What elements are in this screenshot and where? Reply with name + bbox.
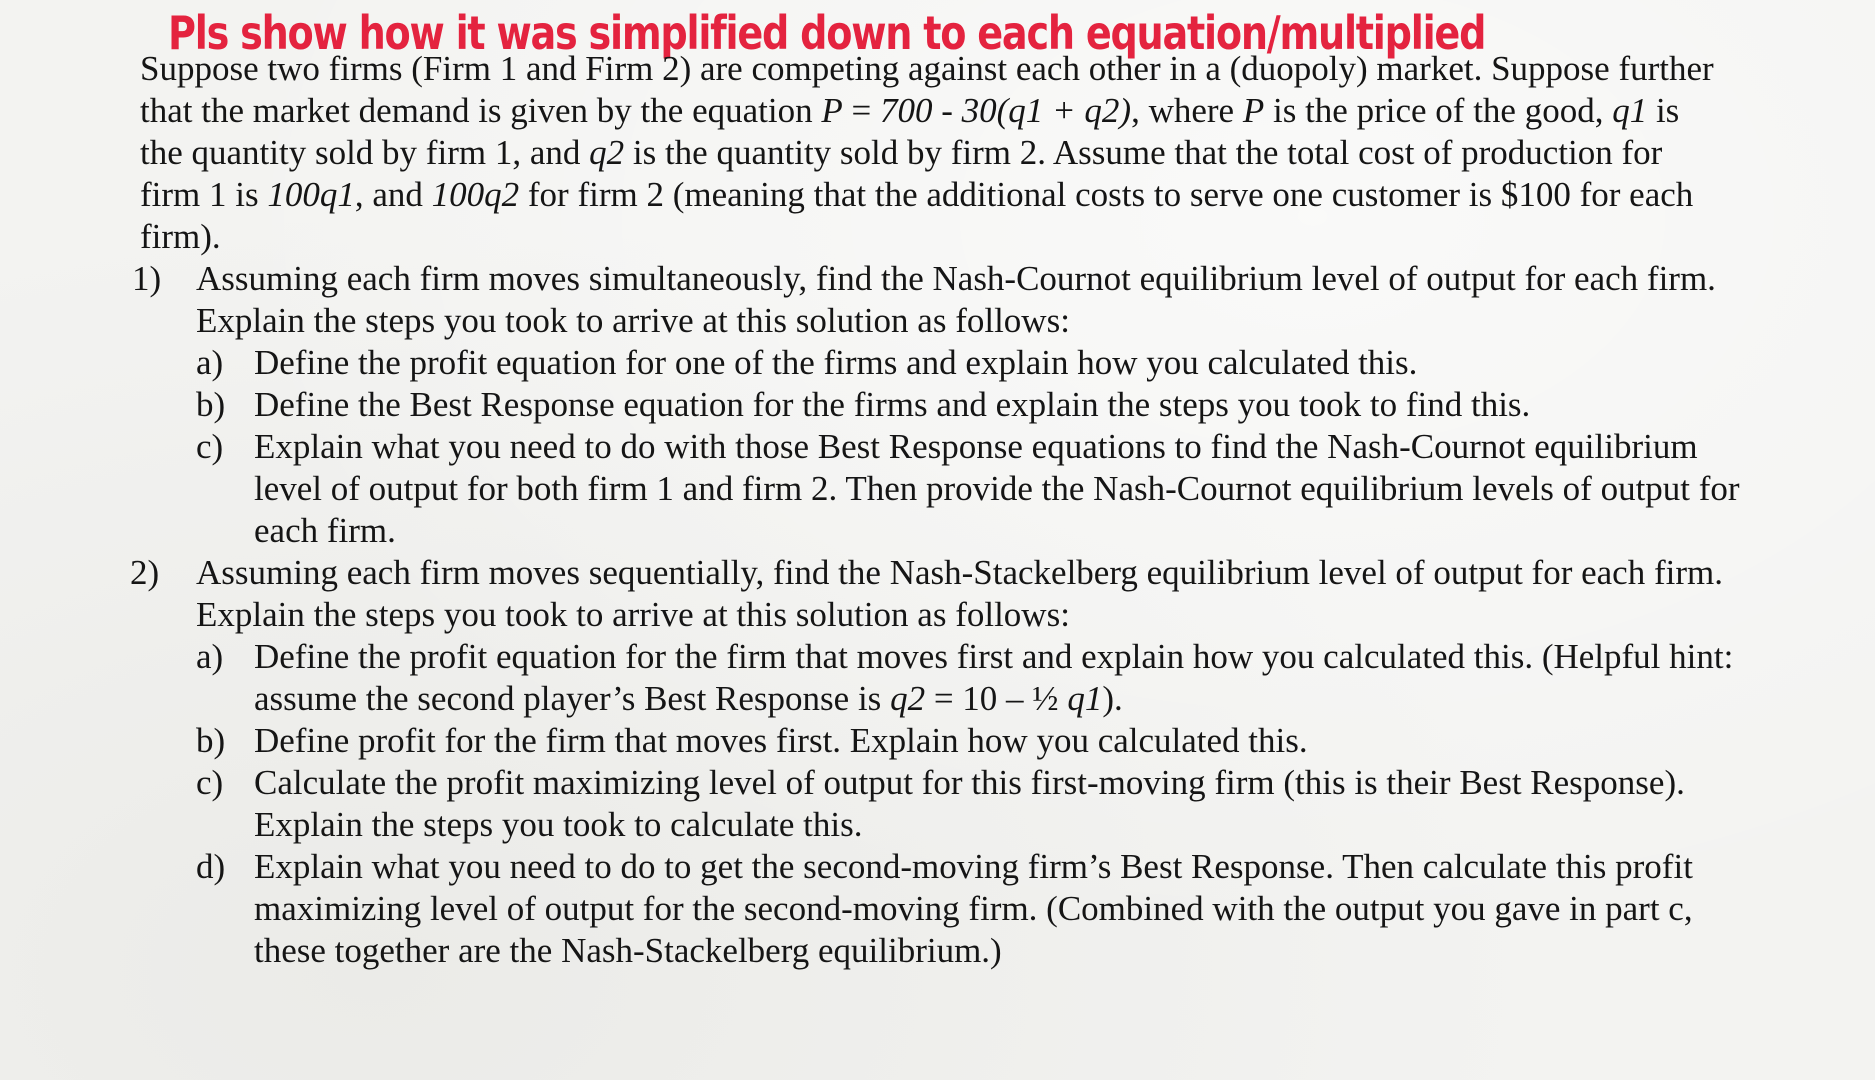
question-text: Assuming each firm moves sequentially, find the Nash-Stackelberg equilibrium level of output for each firm. Explain the steps you took to arrive at this solution as follows: <box>196 553 1723 634</box>
sub-question-2c <box>196 762 1740 846</box>
math-variable: q1 <box>1067 679 1103 718</box>
sub-question-1a <box>196 342 1740 384</box>
question-number: 1) <box>132 259 162 298</box>
math-variable: q2 <box>890 679 926 718</box>
sub-question-letter: c) <box>196 427 224 466</box>
sub-question-letter: c) <box>196 763 224 802</box>
sub-question-1b <box>196 384 1740 426</box>
sub-question-letter: d) <box>196 847 226 886</box>
sub-question-letter: a) <box>196 637 224 676</box>
sub-question-letter: a) <box>196 343 224 382</box>
sub-question-2a <box>196 636 1740 720</box>
math-variable: 700 - 30(q1 + q2) <box>879 91 1132 130</box>
math-variable: P <box>1242 91 1265 130</box>
sub-question-list <box>196 342 1740 552</box>
handwritten-note: Pls show how it was simplified down to each equation/multiplied <box>168 6 1486 60</box>
question-1 <box>132 258 1740 552</box>
sub-question-2b <box>196 720 1740 762</box>
question-2 <box>130 552 1740 972</box>
sub-question-text: Calculate the profit maximizing level of output for this first-moving firm (this is their Best Response). Explain the steps you took to calculate this. <box>254 763 1685 844</box>
math-variable: q1 <box>1612 91 1648 130</box>
sub-question-text: Define the profit equation for the firm that moves first and explain how you calculated this. (Helpful hint: assume the second player’s Best Response is q2 = 10 – ½ q1). <box>254 637 1734 718</box>
math-variable: q2 <box>589 133 625 172</box>
question-list <box>130 258 1740 972</box>
question-number: 2) <box>130 553 160 592</box>
sub-question-text: Define the Best Response equation for the firms and explain the steps you took to find this. <box>254 385 1531 424</box>
sub-question-text: Define the profit equation for one of the firms and explain how you calculated this. <box>254 343 1418 382</box>
math-variable: 100q2 <box>431 175 520 214</box>
sub-question-text: Explain what you need to do with those Best Response equations to find the Nash-Cournot equilibrium level of output for both firm 1 and firm 2. Then provide the Nash-Cournot equilibrium levels of output for each firm. <box>254 427 1740 550</box>
sub-question-text: Explain what you need to do to get the second-moving firm’s Best Response. Then calculate this profit maximizing level of output for the second-moving firm. (Combined with the output you gave in part c, these together are the Nash-Stackelberg equilibrium.) <box>254 847 1693 970</box>
problem-intro: Suppose two firms (Firm 1 and Firm 2) are competing against each other in a (duopoly) market. Suppose further that the market demand is given by the equation P = 700 - 30(q1 + q2), where P is the price of the good, q1 is the quantity sold by firm 1, and q2 is the quantity sold by firm 2. Assume that the total cost of production for firm 1 is 100q1, and 100q2 for firm 2 (meaning that the additional costs to serve one customer is $100 for each firm). <box>140 49 1714 256</box>
sub-question-letter: b) <box>196 385 226 424</box>
sub-question-1c <box>196 426 1740 552</box>
math-variable: 100q1 <box>267 175 355 214</box>
sub-question-list <box>196 636 1740 972</box>
math-variable: P <box>821 91 843 130</box>
problem-text <box>130 48 1740 972</box>
sub-question-text: Define profit for the firm that moves first. Explain how you calculated this. <box>254 721 1308 760</box>
sub-question-letter: b) <box>196 721 226 760</box>
sub-question-2d <box>196 846 1740 972</box>
question-text: Assuming each firm moves simultaneously, find the Nash-Cournot equilibrium level of output for each firm. Explain the steps you took to arrive at this solution as follows: <box>196 259 1716 340</box>
